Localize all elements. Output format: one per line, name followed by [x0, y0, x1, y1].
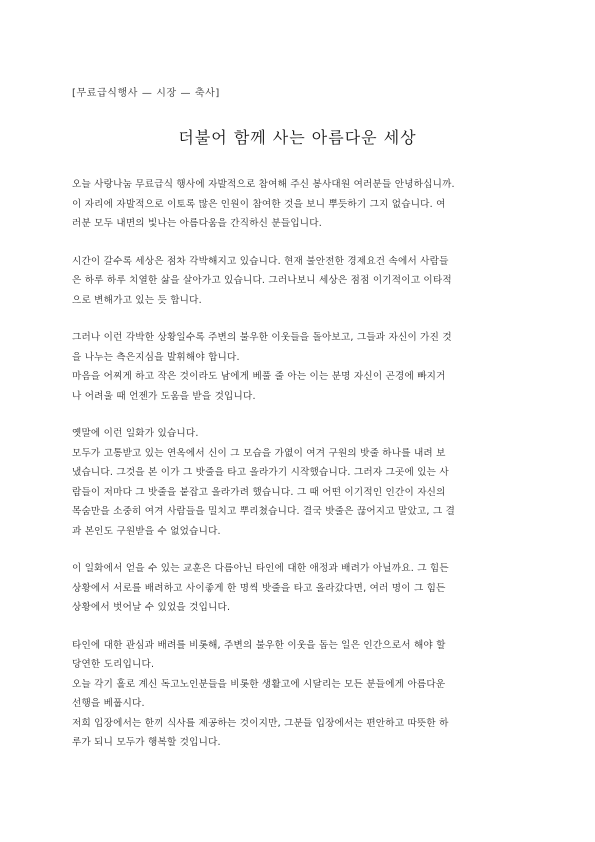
- paragraph-line: 타인에 대한 관심과 배려를 비롯해, 주변의 불우한 이웃을 돕는 일은 인간으로서 해야 할: [72, 639, 446, 651]
- paragraph-line: 으로 변해가고 있는 듯 합니다.: [72, 294, 202, 306]
- paragraph-line: 상황에서 서로를 배려하고 사이좋게 한 명씩 밧줄을 타고 올라갔다면, 여러 명이 그 힘든: [72, 582, 446, 594]
- paragraph-line: 나 어려울 때 언젠가 도움을 받을 것입니다.: [72, 390, 256, 402]
- paragraph-line: 그러나 이런 각박한 상황일수록 주변의 불우한 이웃들을 돌아보고, 그들과 자신이 가진 것: [72, 332, 452, 343]
- paragraph-line: 과 본인도 구원받을 수 없었습니다.: [72, 525, 221, 537]
- paragraph-line: 선행을 베풉시다.: [72, 698, 145, 709]
- document-title: 더불어 함께 사는 아름다운 세상: [178, 128, 417, 147]
- body-text: [72, 175, 524, 771]
- paragraph-line: 모두가 고통받고 있는 연옥에서 신이 그 모습을 가엾이 여겨 구원의 밧줄 하나를 내려 보: [72, 447, 446, 459]
- paragraph-line: 당연한 도리입니다.: [72, 659, 155, 670]
- header-tag: [무료급식행사 — 시장 — 축사]: [72, 88, 220, 99]
- paragraph-line: 냈습니다. 그것을 본 이가 그 밧줄을 타고 올라가기 시작했습니다. 그러자 그곳에 있는 사: [72, 467, 449, 478]
- paragraph: [72, 424, 524, 541]
- paragraph-line: 오늘 각기 홀로 계신 독고노인분들을 비롯한 생활고에 시달리는 모든 분들에게 아름다운: [72, 678, 446, 690]
- paragraph-line: 저희 입장에서는 한끼 식사를 제공하는 것이지만, 그분들 입장에서는 편안하고 따뜻한 하: [72, 717, 449, 729]
- paragraph-line: 시간이 갈수록 세상은 점차 각박해지고 있습니다. 현재 불안전한 경제요건 속에서 사람들: [72, 255, 449, 267]
- paragraph: [72, 252, 524, 311]
- paragraph: [72, 559, 524, 618]
- paragraph-line: 오늘 사랑나눔 무료급식 행사에 자발적으로 참여해 주신 봉사대원 여러분들 안녕하십니까.: [72, 179, 455, 190]
- paragraph-line: 옛말에 이런 일화가 있습니다.: [72, 428, 199, 439]
- paragraph: [72, 328, 524, 406]
- paragraph: [72, 636, 524, 753]
- paragraph-line: 루가 되니 모두가 행복할 것입니다.: [72, 737, 221, 748]
- paragraph-line: 은 하루 하루 치열한 삶을 살아가고 있습니다. 그러나보니 세상은 점점 이기적이고 이타적: [72, 275, 452, 286]
- paragraph-line: 을 나누는 측은지심을 발휘해야 합니다.: [72, 351, 240, 363]
- paragraph-line: 상황에서 벗어날 수 있었을 것입니다.: [72, 602, 231, 613]
- paragraph-line: 람들이 저마다 그 밧줄을 붙잡고 올라가려 했습니다. 그 때 어떤 이기적인 인간이 자신의: [72, 486, 446, 498]
- paragraph-line: 러분 모두 내면의 빛나는 아름다움을 간직하신 분들입니다.: [72, 218, 322, 229]
- paragraph-line: 이 자리에 자발적으로 이토록 많은 인원이 참여한 것을 보니 뿌듯하기 그지 없습니다. 여: [72, 198, 446, 210]
- paragraph-line: 이 일화에서 얻을 수 있는 교훈은 다름아닌 타인에 대한 애정과 배려가 아닐까요. 그 힘든: [72, 563, 449, 574]
- paragraph-line: 마음을 어찌게 하고 작은 것이라도 남에게 베풀 줄 아는 이는 분명 자신이 곤경에 빠지거: [72, 371, 446, 382]
- paragraph-line: 목숨만을 소중히 여겨 사람들을 밀치고 뿌리쳤습니다. 결국 밧줄은 끊어지고 말았고, 그 결: [72, 506, 456, 517]
- paragraph: [72, 175, 524, 234]
